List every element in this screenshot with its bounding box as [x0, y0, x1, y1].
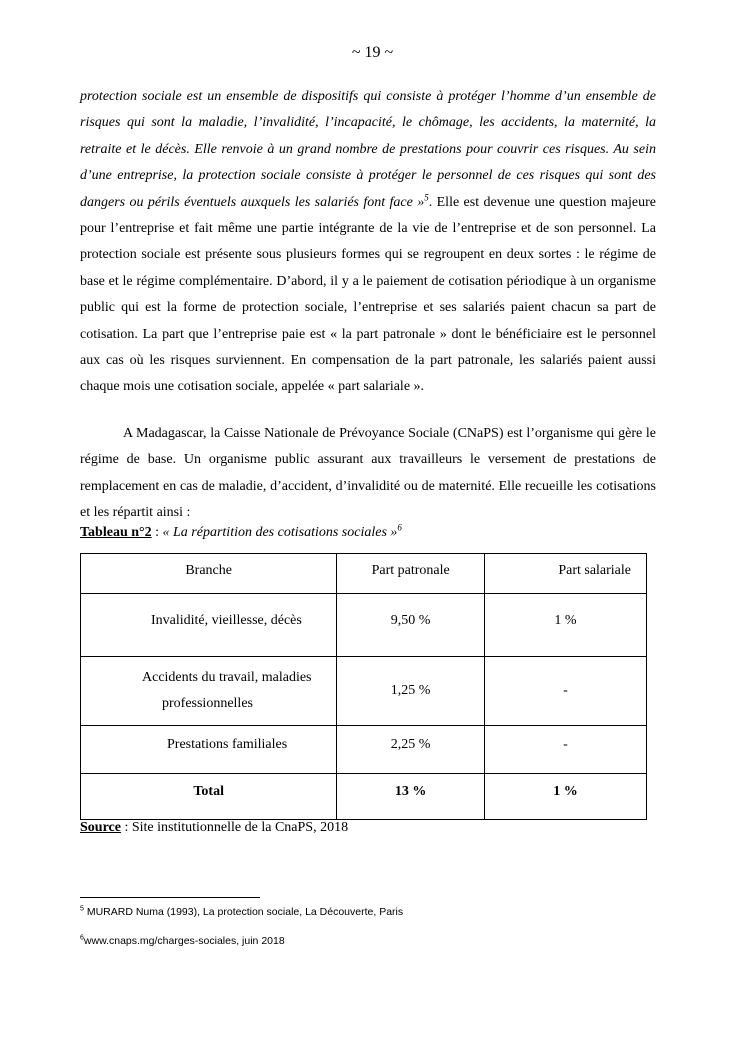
body-paragraph-1 [80, 84, 656, 401]
footnote-divider [80, 897, 260, 898]
cell-branche-line1: Accidents du travail, maladies [142, 670, 312, 685]
table-row [81, 594, 647, 657]
table-caption-label: Tableau n°2 [80, 525, 152, 540]
page-number: ~ 19 ~ [351, 44, 394, 61]
table-row [81, 726, 647, 774]
footnote-ref-6: 6 [397, 522, 402, 533]
paragraph-1-text: . Elle est devenue une question majeure pour l’entreprise et fait même une partie intégrante de la vie de l’entreprise et de son personnel. La protection sociale est présente sous plusieurs formes qui se regroupent en deux sortes : le régime de base et le régime complémentaire. D’abord, il y a le paiement de cotisation périodique à un organisme public qui est la forme de protection sociale, l’entreprise et ses salariés paient chacun sa part de cotisation. La part que l’entreprise paie est « la part patronale » dont le bénéficiaire est le personnel aux cas où les risques surviennent. En compensation de la part patronale, les salariés paient aussi chaque mois une cotisation sociale, appelée « part salariale ». [80, 194, 656, 395]
table-caption [80, 522, 402, 541]
footnote-number: 5 [80, 905, 84, 913]
footnote-5 [80, 906, 403, 918]
table-source [80, 820, 348, 836]
table-row [81, 657, 647, 726]
cell-part-patronale: 9,50 % [337, 594, 485, 657]
header-branche: Branche [81, 554, 337, 594]
cell-branche: Prestations familiales [81, 726, 337, 774]
cell-branche: Invalidité, vieillesse, décès [81, 594, 337, 657]
cell-branche [81, 657, 337, 726]
cell-part-salariale: 1 % [484, 594, 646, 657]
table-header-row [81, 554, 647, 594]
body-paragraph-2: A Madagascar, la Caisse Nationale de Prévoyance Sociale (CNaPS) est l’organisme qui gère le régime de base. Un organisme public assurant aux travailleurs le versement de prestations de remplacement en cas de maladie, d’accident, d’invalidité ou de maternité. Elle recueille les cotisations et les répartit ainsi : [80, 426, 656, 521]
source-label: Source [80, 820, 121, 835]
cell-part-salariale: - [484, 657, 646, 726]
footnote-ref-5: 5 [424, 191, 429, 202]
cell-part-patronale: 1,25 % [337, 657, 485, 726]
quoted-definition: protection sociale est un ensemble de dispositifs qui consiste à protéger l’homme d’un ensemble de risques qui sont la maladie, l’invalidité, l’incapacité, le chômage, les accidents, la maternité, la retraite et le décès. Elle renvoie à un grand nombre de prestations pour couvrir ces risques. Au sein d’une entreprise, la protection sociale consiste à protéger le personnel de ces risques qui sont des dangers ou périls éventuels auxquels les salariés font face » [80, 89, 656, 210]
total-part-patronale: 13 % [337, 774, 485, 820]
footnote-number: 6 [80, 934, 84, 942]
cell-part-salariale: - [484, 726, 646, 774]
header-part-patronale: Part patronale [337, 554, 485, 594]
footnote-link-text: www.cnaps.mg/charges-sociales, juin 2018 [83, 935, 285, 947]
source-text: : Site institutionnelle de la CnaPS, 2018 [120, 820, 349, 835]
footnote-text: MURARD Numa (1993), La protection sociale, La Découverte, Paris [83, 906, 404, 918]
total-label: Total [81, 774, 337, 820]
table-total-row [81, 774, 647, 820]
cell-part-patronale: 2,25 % [337, 726, 485, 774]
cell-branche-line2: professionnelles [162, 696, 253, 711]
total-part-salariale: 1 % [484, 774, 646, 820]
table-caption-title: « La répartition des cotisations sociales » [162, 525, 398, 540]
footnote-6 [80, 935, 285, 947]
table-caption-separator: : [151, 525, 163, 540]
contributions-table [80, 553, 647, 820]
header-part-salariale: Part salariale [484, 554, 646, 594]
